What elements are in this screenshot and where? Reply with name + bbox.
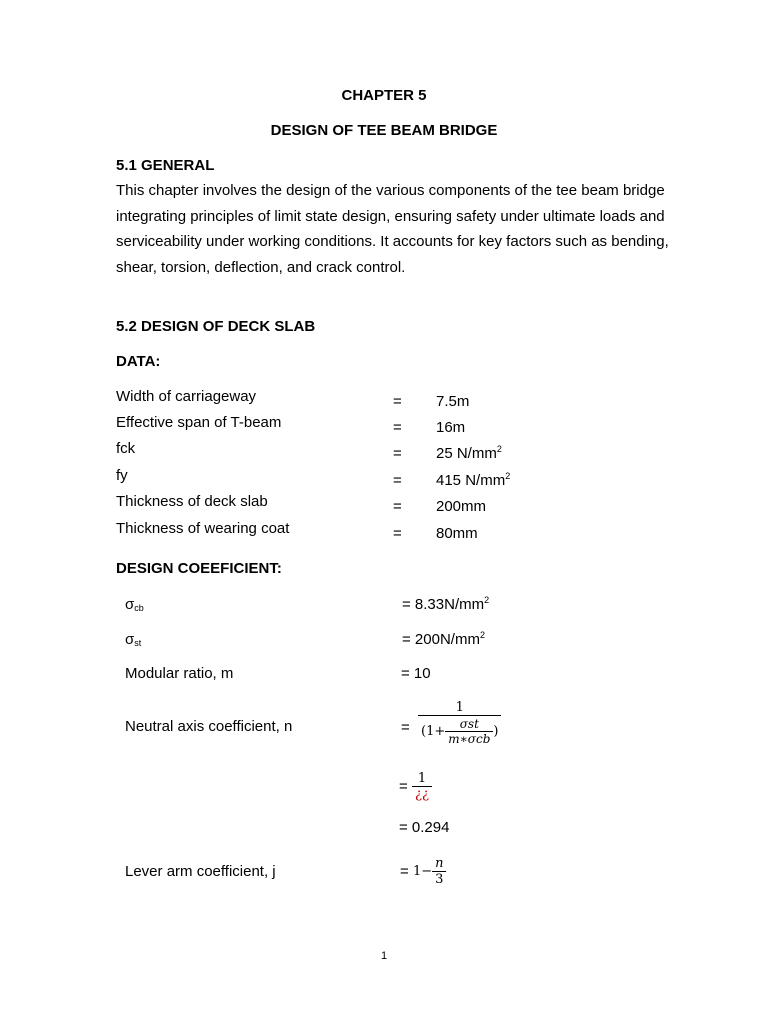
- data-label: fck: [116, 440, 136, 457]
- neutral-axis-equals: =: [401, 719, 410, 736]
- lever-arm-equals: =: [400, 863, 409, 880]
- fraction: [432, 856, 446, 887]
- subscript: st: [134, 638, 142, 648]
- data-equals: =: [393, 525, 402, 542]
- modular-ratio-label: Modular ratio, m: [125, 665, 234, 682]
- fraction-denominator: 3: [432, 871, 446, 887]
- data-label: fy: [116, 467, 128, 484]
- data-equals: =: [393, 498, 402, 515]
- value-text: = 200N/mm: [402, 631, 480, 648]
- lever-arm-label: Lever arm coefficient, j: [125, 863, 276, 880]
- sigma-symbol: σ: [125, 596, 135, 613]
- section-heading-deck-slab: 5.2 DESIGN OF DECK SLAB: [116, 318, 316, 335]
- sigma-symbol: σ: [125, 631, 135, 648]
- fraction-numerator: 1: [455, 700, 464, 715]
- superscript: 2: [505, 471, 511, 481]
- data-value: 7.5m: [436, 393, 470, 410]
- data-value: 16m: [436, 419, 466, 436]
- fraction: [412, 771, 432, 802]
- section-heading-general: 5.1 GENERAL: [116, 157, 215, 174]
- data-heading: DATA:: [116, 353, 161, 370]
- close-paren: ): [493, 724, 499, 739]
- data-equals: =: [393, 393, 402, 410]
- fraction-numerator: 1: [417, 771, 427, 786]
- inner-denominator: m∗σcb: [445, 731, 493, 746]
- design-coefficient-heading: DESIGN COEEFICIENT:: [116, 560, 282, 577]
- data-value: 80mm: [436, 525, 478, 542]
- data-value: [436, 472, 510, 489]
- lever-arm-formula: [400, 856, 446, 887]
- chapter-label: CHAPTER 5: [341, 87, 427, 104]
- step2-fraction: [412, 771, 432, 802]
- subscript: cb: [134, 603, 144, 613]
- superscript: 2: [496, 444, 502, 454]
- neutral-axis-formula: [418, 700, 501, 746]
- sigma-st-value: [402, 631, 485, 648]
- data-equals: =: [393, 445, 402, 462]
- data-label: Effective span of T-beam: [116, 414, 282, 431]
- data-value: 200mm: [436, 498, 487, 515]
- inner-numerator: σst: [459, 717, 479, 731]
- sigma-cb-label: [125, 596, 144, 613]
- neutral-axis-result: = 0.294: [399, 819, 450, 836]
- data-equals: =: [393, 472, 402, 489]
- data-value: [436, 445, 502, 462]
- step2-equals: =: [399, 778, 408, 795]
- superscript: 2: [484, 595, 490, 605]
- page-number: 1: [380, 950, 388, 962]
- fraction-denominator: [418, 715, 501, 746]
- page-title: DESIGN OF TEE BEAM BRIDGE: [270, 122, 498, 139]
- data-equals: =: [393, 419, 402, 436]
- neutral-axis-label: Neutral axis coefficient, n: [125, 718, 293, 735]
- data-label: Thickness of wearing coat: [116, 520, 290, 537]
- data-label: Thickness of deck slab: [116, 493, 268, 510]
- sigma-st-label: [125, 631, 141, 648]
- general-paragraph: This chapter involves the design of the various components of the tee beam bridge integrating principles of limit state design, ensuring safety under ultimate loads and serviceability under working conditions. It accounts for key factors such as bending, shear, torsion, deflection, and crack control.: [116, 182, 669, 276]
- value-text: = 8.33N/mm: [402, 596, 485, 613]
- fraction-denominator: ¿¿: [412, 786, 432, 802]
- one-minus: 1−: [412, 864, 433, 879]
- fraction-numerator: n: [435, 856, 444, 871]
- modular-ratio-value: = 10: [401, 665, 431, 682]
- value-text: 25 N/mm: [436, 445, 497, 462]
- data-label: Width of carriageway: [116, 388, 257, 405]
- fraction: [418, 700, 501, 746]
- open-paren: (1+: [421, 724, 446, 739]
- sigma-cb-value: [402, 596, 489, 613]
- superscript: 2: [479, 630, 485, 640]
- value-text: 415 N/mm: [436, 472, 506, 489]
- inner-fraction: [445, 717, 493, 746]
